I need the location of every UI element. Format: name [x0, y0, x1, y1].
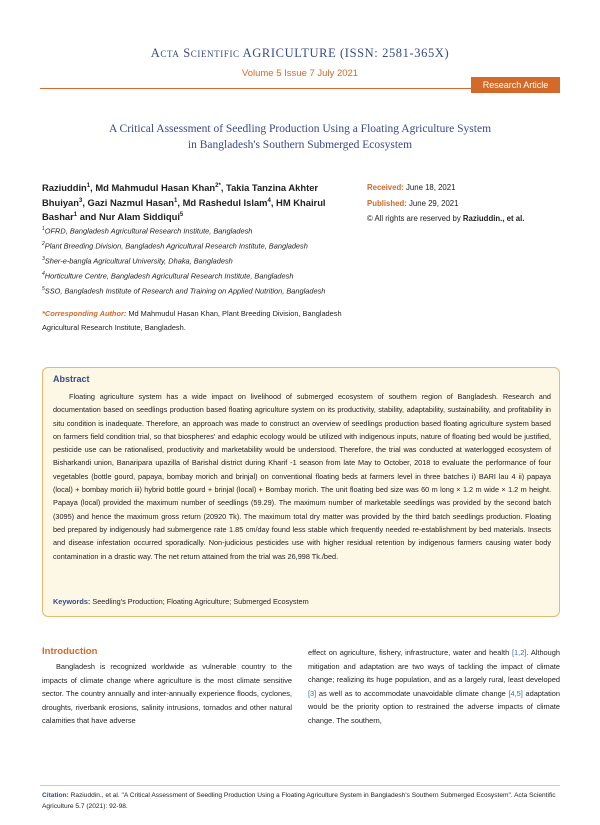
corresponding-text: Md Mahmudul Hasan Khan, Plant Breeding Division, Bangladesh Agricultural Research Institute, Bangladesh. [42, 309, 342, 332]
author-list [42, 180, 342, 224]
author-name: and Nur Alam Siddiqui [77, 211, 180, 223]
paper-title-line1: A Critical Assessment of Seedling Production Using a Floating Agriculture System [108, 123, 492, 135]
abstract-box [42, 367, 560, 617]
published-date: Published: June 29, 2021 [367, 198, 459, 208]
citation-link[interactable]: [3] [308, 688, 317, 698]
corresponding-author [42, 307, 342, 334]
author-name: , Md Rashedul Islam [177, 196, 268, 208]
affiliation: $^3$Sher-e-bangla Agricultural University, Dhaka, Bangladesh [42, 255, 233, 266]
affiliation: $^4$Horticulture Centre, Bangladesh Agricultural Research Institute, Bangladesh [42, 270, 294, 281]
author-name: , Md Mahmudul Hasan Khan [90, 182, 216, 194]
corresponding-label: *Corresponding Author: [42, 309, 127, 318]
affiliation: $^1$OFRD, Bangladesh Agricultural Research Institute, Bangladesh [42, 226, 253, 236]
paper-title [60, 121, 540, 153]
affiliation: $^2$Plant Breeding Division, Bangladesh Agricultural Research Institute, Bangladesh [42, 240, 308, 251]
affiliation: $^5$SSO, Bangladesh Institute of Research and Training on Applied Nutrition, Bangladesh [42, 285, 326, 296]
abstract-heading: Abstract [53, 374, 90, 384]
rights-line: © All rights are reserved by Raziuddin., et al. [367, 214, 525, 223]
dates-box [367, 180, 562, 227]
author-name: Raziuddin [42, 182, 87, 194]
citation-link[interactable]: [1,2] [512, 648, 527, 657]
article-type-badge: Research Article [471, 77, 560, 93]
keywords-text: Seedling's Production; Floating Agriculture; Submerged Ecosystem [90, 597, 309, 606]
author-sup: 2* [215, 183, 221, 189]
journal-title: Acta Scientific AGRICULTURE (ISSN: 2581-365X) [150, 46, 450, 60]
paper-title-line2: in Bangladesh's Southern Submerged Ecosystem [187, 139, 413, 151]
author-name: , Gazi Nazmul Hasan [82, 196, 175, 208]
introduction-heading: Introduction [42, 646, 98, 657]
author-name: , HM Khairul Bashar [42, 196, 326, 223]
received-date: Received: June 18, 2021 [367, 183, 456, 192]
citation-text: Raziuddin., et al. "A Critical Assessment of Seedling Production Using a Floating Agriculture System in Bangladesh's Southern Submerged Ecosystem". Acta Scientific Agriculture 5.7 (2021): 92-98. [42, 792, 556, 810]
header-rule [40, 88, 471, 89]
citation-label: Citation: [42, 792, 69, 799]
intro-right-column: effect on agriculture, fishery, infrastructure, water and health [1,2]. Although mitigation and adaptation are two ways of tackling the impact of climate change; realizing its huge population, and as a largely rural, least developed [3] as well as to accommodate unavoidable climate change [4,5] adaptation would be the priority option to restrained the adverse impacts of climate change. The southern, [308, 648, 560, 725]
citation-footer [42, 790, 560, 812]
affiliations [42, 223, 342, 298]
author-sup: 1 [174, 197, 178, 204]
keywords [53, 597, 551, 606]
author-sup: 4 [267, 197, 271, 204]
author-sup: 5 [179, 212, 184, 219]
author-name: , Takia Tanzina Akhter Bhuiyan [42, 182, 319, 208]
footer-rule [40, 785, 560, 786]
abstract-text: Floating agriculture system has a wide impact on livelihood of submerged ecosystem of southern region of Bangladesh. Research and documentation based on seedlings production based floating agriculture system on its productivity, stability, adaptability, sustainability, and profitability in situ condition is inadequate. Therefore, an approach was made to construct an overview of seedlings production based floating agriculture system based on farmers field condition trial, so that biospheres' and edaphic ecology would be utilized with indigenous inputs, nature of floating bed would be justified, pesticide use can be rationalised, productivity and marketability would be understood. Therefore, the trial was conducted at waterlogged ecosystem of Bisharkandi union, Banaripara upazilla of Barishal district during Kharif -1 season from late May to October, 2018 to evaluate the performance of four vegetables (bottle gourd, papaya, bombay morich and brinjal) on conventional floating beds at farmers level in three batches i) BARI lau 4 ii) papaya (local) + bombay morich iii) hybrid bottle gourd + brinjal (local) + Bombay morich. The unit floating bed size was 60 m long × 1.2 m wide × 1.2 m height. Papaya (local) provided the maximum number of seedlings (59.29). The maximum number of marketable seedlings was provided by the second batch (3095) and hence the maximum gross return (20920 Tk). The maximum total dry matter was provided by the third batch seedlings production. Floating bed prepared by indigenously had submergence rate 1.85 cm/day found less stable which frequently needed re-establishment by bed materials. Insects and disease infestation occurred sporadically. Non-judicious pesticides use with higher residual retention by indigenous farmers causing water body contamination in a drastic way. The net return attained from the trial was 26,998 Tk./bed. [53, 392, 551, 561]
author-sup: 1 [86, 183, 91, 189]
volume-issue: Volume 5 Issue 7 July 2021 [241, 68, 359, 79]
author-sup: 3 [78, 197, 83, 204]
author-sup: 1 [73, 212, 78, 219]
intro-left-column: Bangladesh is recognized worldwide as vulnerable country to the impacts of climate change where agriculture is the most climate sensitive sector. The country annually and inter-annually experience floods, cyclones, droughts, riverbank erosions, salinity intrusions, tornados and other natural calamities that have adverse [42, 662, 292, 726]
keywords-label: Keywords: [53, 597, 91, 606]
citation-link[interactable]: [4,5] [508, 688, 523, 698]
